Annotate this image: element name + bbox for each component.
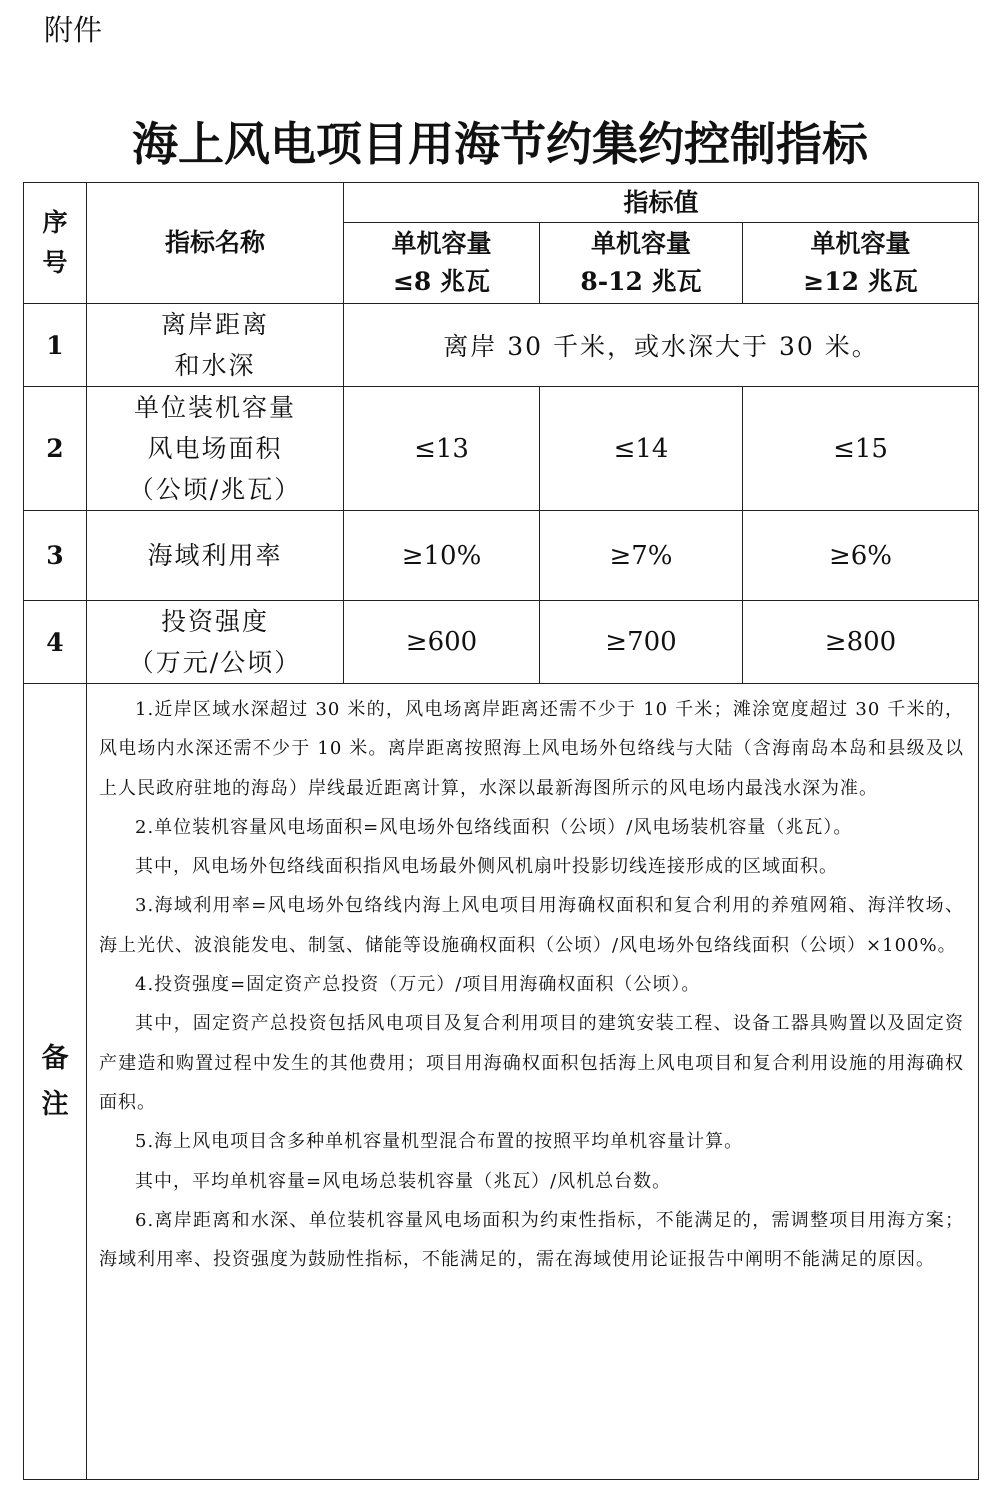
row-value: ≥7% xyxy=(540,511,743,601)
remarks-row xyxy=(24,684,979,1480)
row-value: ≥800 xyxy=(743,601,979,684)
header-value-group: 指标值 xyxy=(344,183,979,223)
header-col-2: 单机容量 8-12 兆瓦 xyxy=(540,223,743,304)
row-name: 海域利用率 xyxy=(87,511,344,601)
remark-paragraph: 6.离岸距离和水深、单位装机容量风电场面积为约束性指标，不能满足的，需调整项目用海方案；海域利用率、投资强度为鼓励性指标，不能满足的，需在海域使用论证报告中阐明不能满足的原因。 xyxy=(99,1209,965,1271)
row-value: ≥10% xyxy=(344,511,540,601)
row-value: ≤14 xyxy=(540,387,743,511)
table-row xyxy=(24,304,979,387)
row-seq: 4 xyxy=(24,601,87,684)
table-row xyxy=(24,511,979,601)
remark-paragraph: 5.海上风电项目含多种单机容量机型混合布置的按照平均单机容量计算。 xyxy=(135,1131,744,1153)
row-value: ≥6% xyxy=(743,511,979,601)
remark-paragraph: 其中，平均单机容量=风电场总装机容量（兆瓦）/风机总台数。 xyxy=(135,1170,672,1192)
row-value: ≤15 xyxy=(743,387,979,511)
remarks-label: 备注 xyxy=(24,684,87,1480)
remark-paragraph: 3.海域利用率=风电场外包络线内海上风电项目用海确权面积和复合利用的养殖网箱、海洋牧场、海上光伏、波浪能发电、制氢、储能等设施确权面积（公顷）/风电场外包络线面积（公顷）×100%。 xyxy=(99,895,965,956)
remark-paragraph: 其中，风电场外包络线面积指风电场最外侧风机扇叶投影切线连接形成的区域面积。 xyxy=(135,856,838,878)
table-row xyxy=(24,387,979,511)
remark-paragraph: 其中，固定资产总投资包括风电项目及复合利用项目的建筑安装工程、设备工器具购置以及固定资产建造和购置过程中发生的其他费用；项目用海确权面积包括海上风电项目和复合利用设施的用海确权面积。 xyxy=(99,1013,965,1113)
row-seq: 2 xyxy=(24,387,87,511)
row-merged-value: 离岸 30 千米，或水深大于 30 米。 xyxy=(344,304,979,387)
remark-paragraph: 2.单位装机容量风电场面积=风电场外包络线面积（公顷）/风电场装机容量（兆瓦）。 xyxy=(135,816,853,838)
row-name: 投资强度 （万元/公顷） xyxy=(87,601,344,684)
row-value: ≤13 xyxy=(344,387,540,511)
header-seq: 序号 xyxy=(24,183,87,304)
row-value: ≥700 xyxy=(540,601,743,684)
row-seq: 3 xyxy=(24,511,87,601)
remark-paragraph: 4.投资强度=固定资产总投资（万元）/项目用海确权面积（公顷）。 xyxy=(135,974,701,996)
row-name: 离岸距离 和水深 xyxy=(87,304,344,387)
indicator-table xyxy=(23,182,979,1480)
row-value: ≥600 xyxy=(344,601,540,684)
header-row xyxy=(24,183,979,223)
attachment-label: 附件 xyxy=(44,13,103,47)
table-row xyxy=(24,601,979,684)
header-col-3: 单机容量 ≥12 兆瓦 xyxy=(743,223,979,304)
header-col-1: 单机容量 ≤8 兆瓦 xyxy=(344,223,540,304)
header-name: 指标名称 xyxy=(87,183,344,304)
document-title: 海上风电项目用海节约集约控制指标 xyxy=(132,117,868,171)
remark-paragraph: 1.近岸区域水深超过 30 米的，风电场离岸距离还需不少于 10 千米；滩涂宽度超过 30 千米的，风电场内水深还需不少于 10 米。离岸距离按照海上风电场外包络线与大陆（含海南岛本岛和县级及以上人民政府驻地的海岛）岸线最近距离计算，水深以最新海图所示的风电场内最浅水深为准。 xyxy=(99,699,965,799)
row-seq: 1 xyxy=(24,304,87,387)
row-name: 单位装机容量 风电场面积 （公顷/兆瓦） xyxy=(87,387,344,511)
remarks-content xyxy=(87,684,979,1480)
